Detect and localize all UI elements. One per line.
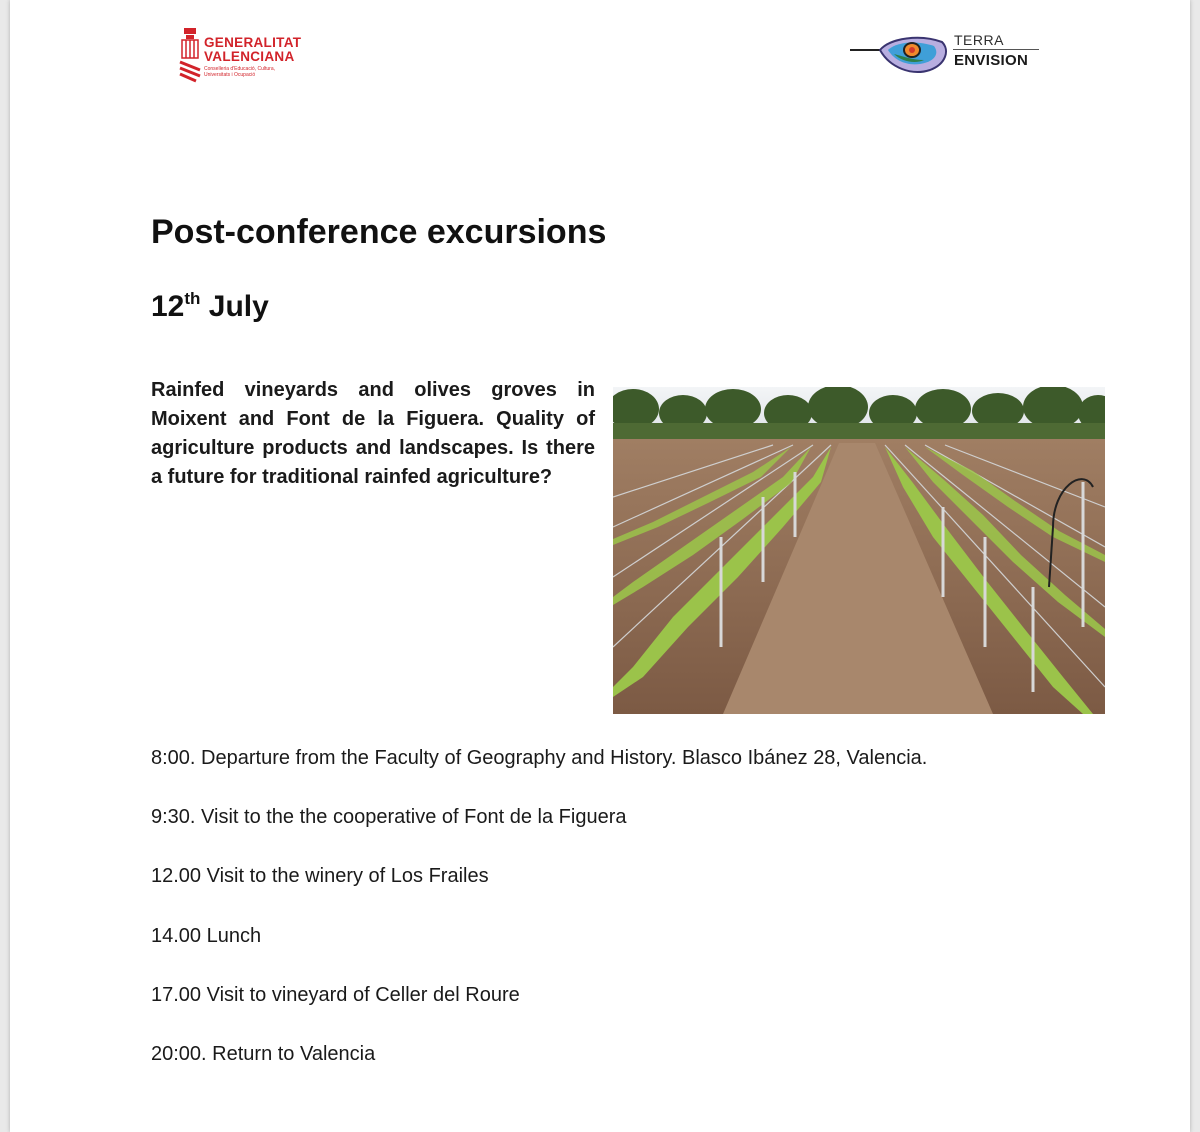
logo-text-terra: TERRA bbox=[954, 32, 1004, 48]
logo-divider bbox=[953, 49, 1039, 50]
terra-envision-logo bbox=[850, 30, 1050, 80]
page-title: Post-conference excursions bbox=[151, 213, 607, 251]
coat-of-arms-icon bbox=[178, 26, 202, 84]
logo-text-valenciana: VALENCIANA bbox=[204, 49, 295, 64]
schedule-list bbox=[151, 744, 927, 1099]
date-ordinal-suffix: th bbox=[184, 289, 201, 308]
logo-text-generalitat: GENERALITAT bbox=[204, 35, 302, 50]
logo-text-universitats: Universitats i Ocupació bbox=[204, 72, 256, 78]
schedule-item: 9:30. Visit to the the cooperative of Font de la Figuera bbox=[151, 806, 627, 829]
vineyard-photo bbox=[613, 387, 1105, 714]
generalitat-valenciana-logo bbox=[178, 26, 328, 88]
excursion-date bbox=[151, 290, 269, 324]
date-day: 12 bbox=[151, 290, 185, 323]
schedule-item: 17.00 Visit to vineyard of Celler del Roure bbox=[151, 983, 520, 1006]
date-month: July bbox=[208, 290, 269, 323]
eye-globe-icon bbox=[850, 30, 950, 80]
schedule-item: 12.00 Visit to the winery of Los Frailes bbox=[151, 865, 489, 888]
schedule-item: 14.00 Lunch bbox=[151, 924, 262, 947]
schedule-item: 8:00. Departure from the Faculty of Geography and History. Blasco Ibánez 28, Valencia. bbox=[151, 747, 928, 769]
logo-text-envision: ENVISION bbox=[954, 52, 1029, 69]
logo-text-conselleria: Conselleria d'Educació, Cultura, bbox=[204, 66, 275, 72]
excursion-description: Rainfed vineyards and olives groves in Moixent and Font de la Figuera. Quality of agriculture products and landscapes. Is there a future for traditional rainfed agriculture? bbox=[151, 379, 595, 488]
document-page bbox=[10, 0, 1190, 1132]
schedule-item: 20:00. Return to Valencia bbox=[151, 1042, 376, 1065]
